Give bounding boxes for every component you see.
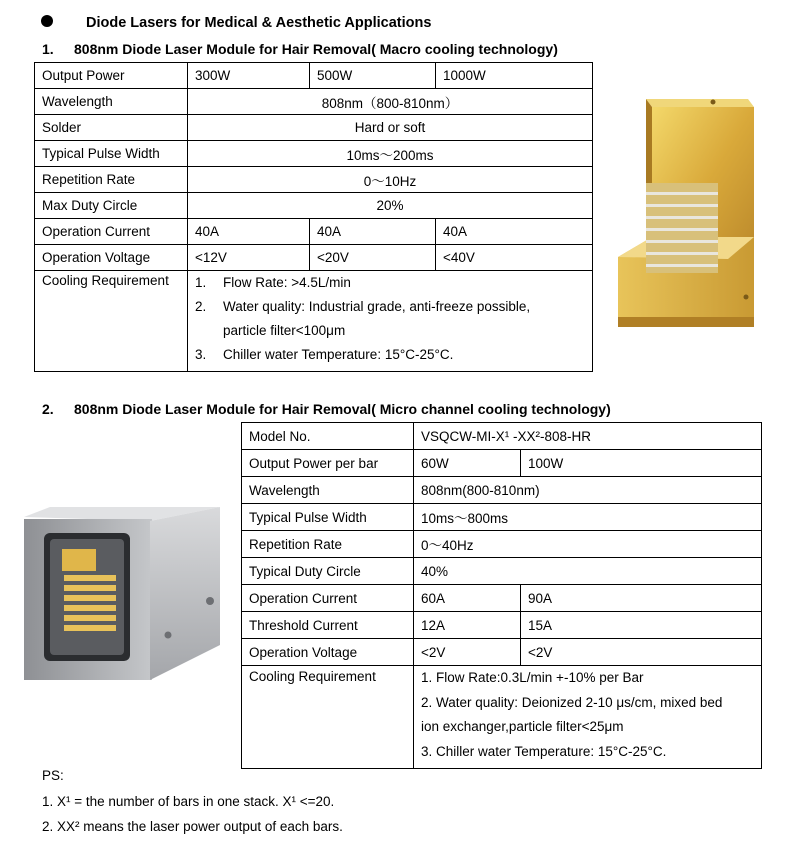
row-label: Repetition Rate — [242, 531, 414, 558]
cooling-item: 1. Flow Rate: >4.5L/min — [195, 275, 351, 290]
table-row — [35, 167, 593, 193]
row-label: Model No. — [242, 423, 414, 450]
cooling-item: 3. Chiller water Temperature: 15°C-25°C. — [421, 743, 667, 759]
table-row — [242, 531, 762, 558]
spec-table-macro — [34, 62, 593, 372]
table-row — [242, 504, 762, 531]
cell-value: 12A — [414, 612, 521, 639]
section1-number: 1. — [42, 41, 54, 57]
cell-value: 60W — [414, 450, 521, 477]
cell-value: 100W — [521, 450, 762, 477]
row-label: Solder — [35, 115, 188, 141]
cooling-requirements — [414, 666, 762, 769]
table-row — [35, 115, 593, 141]
section1-title — [42, 41, 558, 57]
cell-value: VSQCW-MI-X¹ -XX²-808-HR — [414, 423, 762, 450]
cell-value: 500W — [310, 63, 436, 89]
row-label: Typical Pulse Width — [35, 141, 188, 167]
row-label: Operation Current — [242, 585, 414, 612]
laser-bar-stack — [646, 183, 718, 273]
section2-title — [42, 401, 611, 417]
row-label: Wavelength — [35, 89, 188, 115]
section2-title-text: 808nm Diode Laser Module for Hair Removal( Micro channel cooling technology) — [74, 401, 611, 417]
table-row — [242, 423, 762, 450]
cooling-item: 3. Chiller water Temperature: 15°C-25°C. — [195, 347, 454, 362]
table-row — [35, 219, 593, 245]
row-label: Output Power — [35, 63, 188, 89]
cell-value: <2V — [521, 639, 762, 666]
note-2: 2. XX² means the laser power output of each bars. — [42, 819, 343, 834]
cell-value: 60A — [414, 585, 521, 612]
table-row — [242, 450, 762, 477]
cell-value: 300W — [188, 63, 310, 89]
macro-laser-module-image — [608, 97, 760, 332]
cell-value: 1000W — [436, 63, 593, 89]
row-label: Operation Voltage — [242, 639, 414, 666]
row-label: Output Power per bar — [242, 450, 414, 477]
row-label: Cooling Requirement — [242, 666, 414, 769]
table-row — [35, 89, 593, 115]
table-row — [242, 585, 762, 612]
cell-value: 10ms～200ms — [188, 141, 593, 167]
row-label: Operation Current — [35, 219, 188, 245]
note-1: 1. X¹ = the number of bars in one stack. X¹ <=20. — [42, 794, 335, 809]
section1-title-text: 808nm Diode Laser Module for Hair Removal( Macro cooling technology) — [74, 41, 558, 57]
table-row — [242, 477, 762, 504]
cell-value: 40A — [436, 219, 593, 245]
row-label: Operation Voltage — [35, 245, 188, 271]
spec-table-micro — [241, 422, 762, 769]
table-row — [242, 639, 762, 666]
table-row — [242, 612, 762, 639]
cell-value: 0～10Hz — [188, 167, 593, 193]
row-label: Typical Duty Circle — [242, 558, 414, 585]
table-row — [35, 193, 593, 219]
table-row — [242, 558, 762, 585]
cell-value: 40A — [188, 219, 310, 245]
cell-value: <20V — [310, 245, 436, 271]
row-label: Threshold Current — [242, 612, 414, 639]
cell-value: 808nm（800-810nm） — [188, 89, 593, 115]
cell-value: 15A — [521, 612, 762, 639]
cell-value: 40% — [414, 558, 762, 585]
bullet-icon — [41, 15, 53, 27]
cooling-item: 2. Water quality: Industrial grade, anti-freeze possible, — [195, 299, 531, 314]
section2-number: 2. — [42, 401, 54, 417]
cooling-item: 2. Water quality: Deionized 2-10 μs/cm, mixed bed — [421, 694, 723, 710]
row-label: Repetition Rate — [35, 167, 188, 193]
cell-value: <2V — [414, 639, 521, 666]
cell-value: 90A — [521, 585, 762, 612]
cooling-item: ion exchanger,particle filter<25μm — [421, 719, 624, 734]
micro-channel-module-image — [22, 505, 220, 680]
table-row — [35, 245, 593, 271]
table-row — [35, 141, 593, 167]
cell-value: 20% — [188, 193, 593, 219]
cell-value: 808nm(800-810nm) — [414, 477, 762, 504]
table-row — [35, 63, 593, 89]
table-row — [35, 271, 593, 372]
cooling-item: 1. Flow Rate:0.3L/min +-10% per Bar — [421, 670, 644, 685]
cooling-item: particle filter<100μm — [223, 323, 346, 338]
row-label: Max Duty Circle — [35, 193, 188, 219]
cell-value: <12V — [188, 245, 310, 271]
cell-value: <40V — [436, 245, 593, 271]
page-title: Diode Lasers for Medical & Aesthetic Applications — [86, 15, 432, 31]
row-label: Typical Pulse Width — [242, 504, 414, 531]
ps-label: PS: — [42, 768, 64, 783]
table-row — [242, 666, 762, 769]
cell-value: 0～40Hz — [414, 531, 762, 558]
row-label: Wavelength — [242, 477, 414, 504]
row-label: Cooling Requirement — [35, 271, 188, 372]
cell-value: 40A — [310, 219, 436, 245]
cell-value: Hard or soft — [188, 115, 593, 141]
cooling-requirements — [188, 271, 593, 372]
cell-value: 10ms～800ms — [414, 504, 762, 531]
